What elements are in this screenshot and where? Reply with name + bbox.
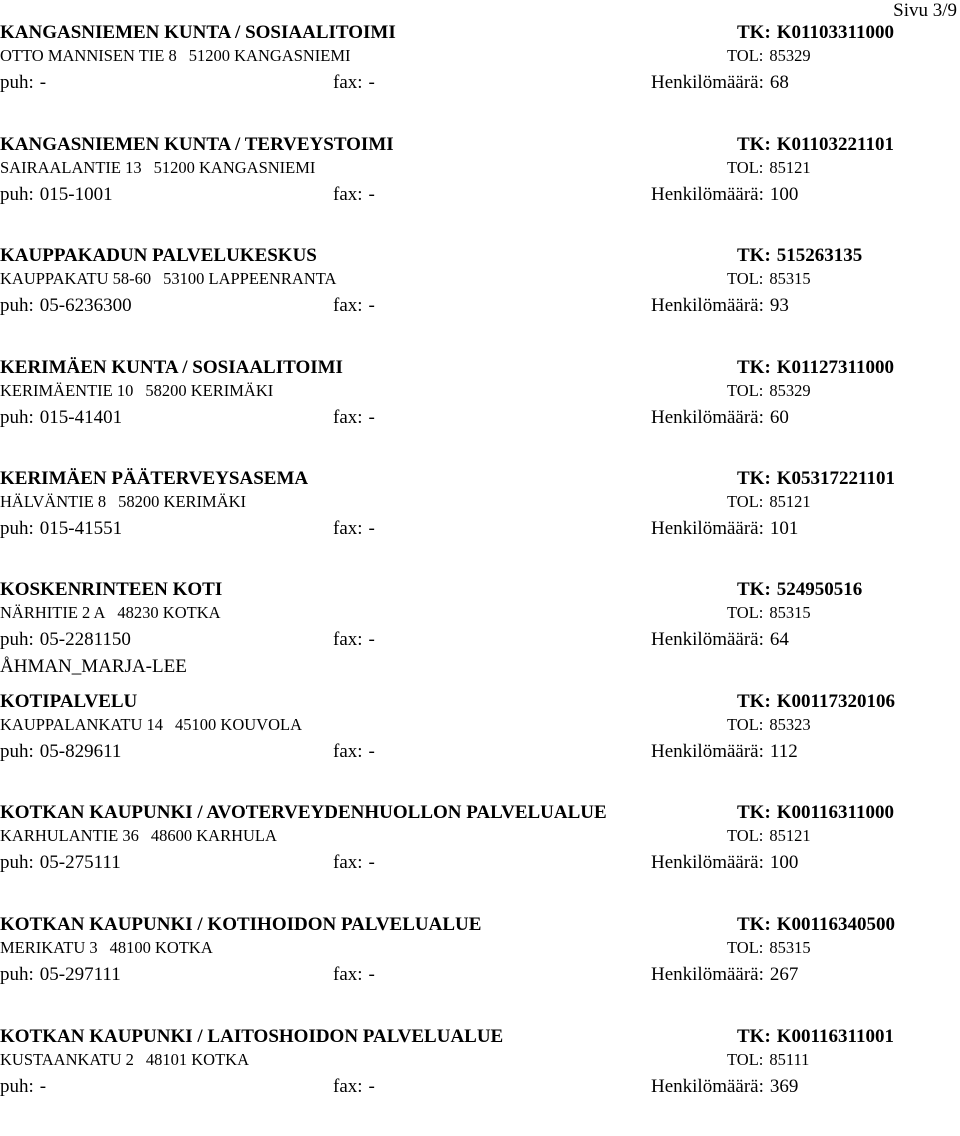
staff-count: Henkilömäärä: 112: [651, 741, 798, 762]
fax: fax: -: [333, 964, 375, 985]
entry-header-row: [0, 243, 960, 269]
entry-contact-row: [0, 1074, 960, 1100]
tk-code: TK: K01103221101: [737, 134, 894, 155]
entry-address-row: [0, 45, 960, 67]
organization-name: KANGASNIEMEN KUNTA / TERVEYSTOIMI: [0, 134, 394, 155]
organization-name: KOSKENRINTEEN KOTI: [0, 579, 223, 600]
tol-code: TOL: 85329: [727, 381, 811, 400]
tk-code: TK: K01103311000: [737, 22, 894, 43]
tol-code: TOL: 85329: [727, 46, 811, 65]
staff-count: Henkilömäärä: 100: [651, 852, 799, 873]
entry-contact-row: [0, 182, 960, 208]
address: SAIRAALANTIE 13 51200 KANGASNIEMI: [0, 158, 316, 177]
entry-address-row: [0, 937, 960, 959]
entry-address-row: [0, 491, 960, 513]
staff-count: Henkilömäärä: 64: [651, 629, 789, 650]
tol-code: TOL: 85315: [727, 269, 811, 288]
entry-contact-row: [0, 627, 960, 653]
address: HÄLVÄNTIE 8 58200 KERIMÄKI: [0, 492, 247, 511]
entry-contact-row: [0, 516, 960, 542]
entry-header-row: [0, 912, 960, 938]
list-item: [0, 20, 960, 132]
entry-contact-row: [0, 739, 960, 765]
staff-count: Henkilömäärä: 267: [651, 964, 799, 985]
entry-contact-row: [0, 405, 960, 431]
tk-code: TK: K00116340500: [737, 914, 896, 935]
fax: fax: -: [333, 72, 375, 93]
phone: puh: 05-275111: [0, 852, 121, 873]
address: KERIMÄENTIE 10 58200 KERIMÄKI: [0, 381, 274, 400]
page-number: Sivu 3/9: [893, 0, 957, 21]
entry-header-row: [0, 20, 960, 46]
address: NÄRHITIE 2 A 48230 KOTKA: [0, 603, 221, 622]
entry-contact-row: [0, 70, 960, 96]
address: KAUPPAKATU 58-60 53100 LAPPEENRANTA: [0, 269, 337, 288]
entry-header-row: [0, 132, 960, 158]
phone: puh: 015-1001: [0, 184, 113, 205]
tol-code: TOL: 85121: [727, 158, 811, 177]
entry-header-row: [0, 355, 960, 381]
organization-name: KANGASNIEMEN KUNTA / SOSIAALITOIMI: [0, 22, 396, 43]
entry-address-row: [0, 714, 960, 736]
entry-header-row: [0, 466, 960, 492]
address: KAUPPALANKATU 14 45100 KOUVOLA: [0, 715, 302, 734]
entry-header-row: [0, 689, 960, 715]
entry-address-row: [0, 825, 960, 847]
list-item: [0, 243, 960, 355]
address: KARHULANTIE 36 48600 KARHULA: [0, 826, 277, 845]
tol-code: TOL: 85121: [727, 826, 811, 845]
phone: puh: 015-41551: [0, 518, 123, 539]
entry-address-row: [0, 268, 960, 290]
list-item: [0, 912, 960, 1024]
organization-name: KOTKAN KAUPUNKI / AVOTERVEYDENHUOLLON PALVELUALUE: [0, 802, 607, 823]
staff-count: Henkilömäärä: 100: [651, 184, 799, 205]
list-item: [0, 577, 960, 689]
list-item: [0, 800, 960, 912]
entry-header-row: [0, 800, 960, 826]
tol-code: TOL: 85323: [727, 715, 811, 734]
staff-count: Henkilömäärä: 60: [651, 407, 789, 428]
staff-count: Henkilömäärä: 93: [651, 295, 789, 316]
staff-count: Henkilömäärä: 101: [651, 518, 799, 539]
organization-name: KOTKAN KAUPUNKI / LAITOSHOIDON PALVELUALUE: [0, 1026, 504, 1047]
tk-code: TK: K05317221101: [737, 468, 896, 489]
organization-name: KAUPPAKADUN PALVELUKESKUS: [0, 245, 317, 266]
organization-name: KOTKAN KAUPUNKI / KOTIHOIDON PALVELUALUE: [0, 914, 482, 935]
phone: puh: 05-2281150: [0, 629, 131, 650]
address: MERIKATU 3 48100 KOTKA: [0, 938, 213, 957]
phone: puh: -: [0, 72, 47, 93]
tol-code: TOL: 85315: [727, 938, 811, 957]
phone: puh: 05-829611: [0, 741, 122, 762]
staff-count: Henkilömäärä: 68: [651, 72, 789, 93]
list-item: [0, 1024, 960, 1136]
address: OTTO MANNISEN TIE 8 51200 KANGASNIEMI: [0, 46, 351, 65]
tk-code: TK: K00116311000: [737, 802, 894, 823]
phone: puh: 05-297111: [0, 964, 121, 985]
list-item: [0, 689, 960, 801]
phone: puh: 015-41401: [0, 407, 123, 428]
phone: puh: -: [0, 1076, 47, 1097]
entry-contact-row: [0, 850, 960, 876]
entry-header-row: [0, 1024, 960, 1050]
entry-address-row: [0, 380, 960, 402]
fax: fax: -: [333, 741, 375, 762]
list-item: [0, 355, 960, 467]
organization-name: KERIMÄEN KUNTA / SOSIAALITOIMI: [0, 357, 343, 378]
entry-address-row: [0, 1049, 960, 1071]
tol-code: TOL: 85111: [727, 1050, 810, 1069]
entry-address-row: [0, 602, 960, 624]
fax: fax: -: [333, 518, 375, 539]
entry-contact-row: [0, 293, 960, 319]
tk-code: TK: K00116311001: [737, 1026, 894, 1047]
entry-header-row: [0, 577, 960, 603]
fax: fax: -: [333, 852, 375, 873]
tk-code: TK: K01127311000: [737, 357, 894, 378]
fax: fax: -: [333, 407, 375, 428]
list-item: [0, 132, 960, 244]
address: KUSTAANKATU 2 48101 KOTKA: [0, 1050, 250, 1069]
contact-person: ÅHMAN_MARJA-LEE: [0, 656, 187, 677]
fax: fax: -: [333, 295, 375, 316]
entry-contact-row: [0, 962, 960, 988]
entry-address-row: [0, 157, 960, 179]
fax: fax: -: [333, 629, 375, 650]
tol-code: TOL: 85315: [727, 603, 811, 622]
fax: fax: -: [333, 1076, 375, 1097]
organization-name: KERIMÄEN PÄÄTERVEYSASEMA: [0, 468, 309, 489]
organization-name: KOTIPALVELU: [0, 691, 138, 712]
staff-count: Henkilömäärä: 369: [651, 1076, 799, 1097]
list-item: [0, 466, 960, 578]
tol-code: TOL: 85121: [727, 492, 811, 511]
phone: puh: 05-6236300: [0, 295, 132, 316]
tk-code: TK: 515263135: [737, 245, 863, 266]
fax: fax: -: [333, 184, 375, 205]
tk-code: TK: K00117320106: [737, 691, 896, 712]
tk-code: TK: 524950516: [737, 579, 863, 600]
